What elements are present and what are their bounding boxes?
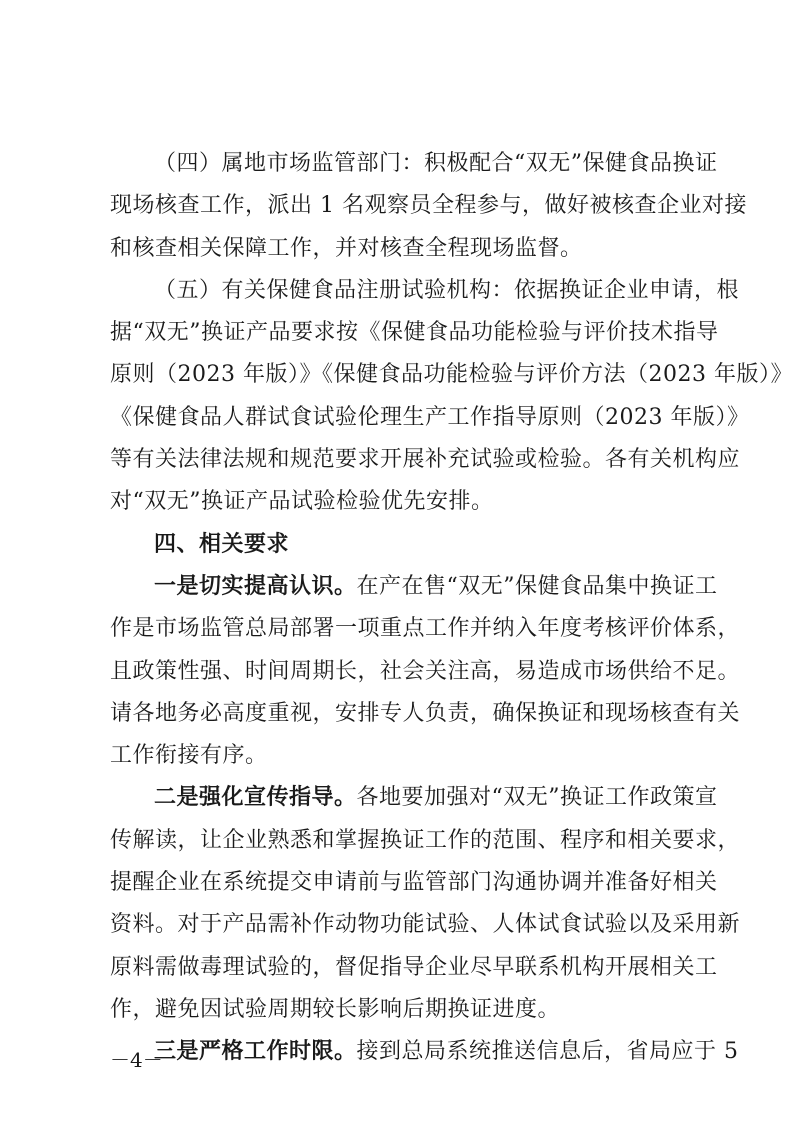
requirement-3-text: 接到总局系统推送信息后，省局应于 5: [356, 1039, 739, 1065]
requirement-2-line-5: 原料需做毒理试验的，督促指导企业尽早联系机构开展相关工: [110, 954, 718, 980]
requirement-1-lead: 一是切实提高认识。: [154, 573, 357, 599]
requirement-1-line-1: [110, 566, 718, 608]
requirement-1-line-2: 作是市场监管总局部署一项重点工作并纳入年度考核评价体系，: [110, 616, 741, 642]
requirement-2-line-1: [110, 777, 718, 819]
requirement-2-line-2: 传解读，让企业熟悉和掌握换证工作的范围、程序和相关要求，: [110, 827, 741, 853]
paragraph-5-line-6: 对“双无”换证产品试验检验优先安排。: [110, 489, 494, 515]
paragraph-5-line-3: 原则（2023 年版）》《保健食品功能检验与评价方法（2023 年版）》: [110, 362, 793, 388]
paragraph-5-line-5: 等有关法律法规和规范要求开展补充试验或检验。各有关机构应: [110, 447, 741, 473]
body-text: [110, 143, 793, 1074]
page-number: －4－: [110, 1048, 163, 1072]
requirement-3-lead: 三是严格工作时限。: [154, 1039, 357, 1065]
paragraph-5-line-4: 《保健食品人群试食试验伦理生产工作指导原则（2023 年版）》: [110, 404, 750, 430]
paragraph-5-lead: （五）有关保健食品注册试验机构：: [154, 277, 515, 303]
requirement-2-line-6: 作，避免因试验周期较长影响后期换证进度。: [110, 996, 561, 1022]
paragraph-5-line-2: 据“双无”换证产品要求按《保健食品功能检验与评价技术指导: [110, 320, 719, 346]
requirement-3-line-1: [110, 1031, 739, 1073]
requirement-2-text: 各地要加强对“双无”换证工作政策宣: [356, 785, 718, 811]
paragraph-4-line-2: 现场核查工作，派出 1 名观察员全程参与，做好被核查企业对接: [110, 193, 747, 219]
paragraph-4-lead: （四）属地市场监管部门：: [154, 151, 425, 176]
requirement-2-line-4: 资料。对于产品需补作动物功能试验、人体试食试验以及采用新: [110, 912, 741, 938]
paragraph-4-text: 积极配合“双无”保健食品换证: [424, 151, 718, 176]
paragraph-4-line-3: 和核查相关保障工作，并对核查全程现场监督。: [110, 235, 583, 261]
paragraph-5-line-1: [110, 270, 740, 312]
requirement-1-line-4: 请各地务必高度重视，安排专人负责，确保换证和现场核查有关: [110, 700, 741, 726]
requirement-1-line-3: 且政策性强、时间周期长，社会关注高，易造成市场供给不足。: [110, 658, 741, 684]
paragraph-4-line-1: [110, 143, 718, 185]
section-heading: 四、相关要求: [154, 531, 290, 557]
paragraph-5-text: 依据换证企业申请，根: [514, 277, 740, 303]
requirement-2-lead: 二是强化宣传指导。: [154, 785, 357, 811]
requirement-1-text: 在产在售“双无”保健食品集中换证工: [356, 573, 718, 599]
requirement-1-line-5: 工作衔接有序。: [110, 743, 268, 769]
requirement-2-line-3: 提醒企业在系统提交申请前与监管部门沟通协调并准备好相关: [110, 870, 718, 896]
